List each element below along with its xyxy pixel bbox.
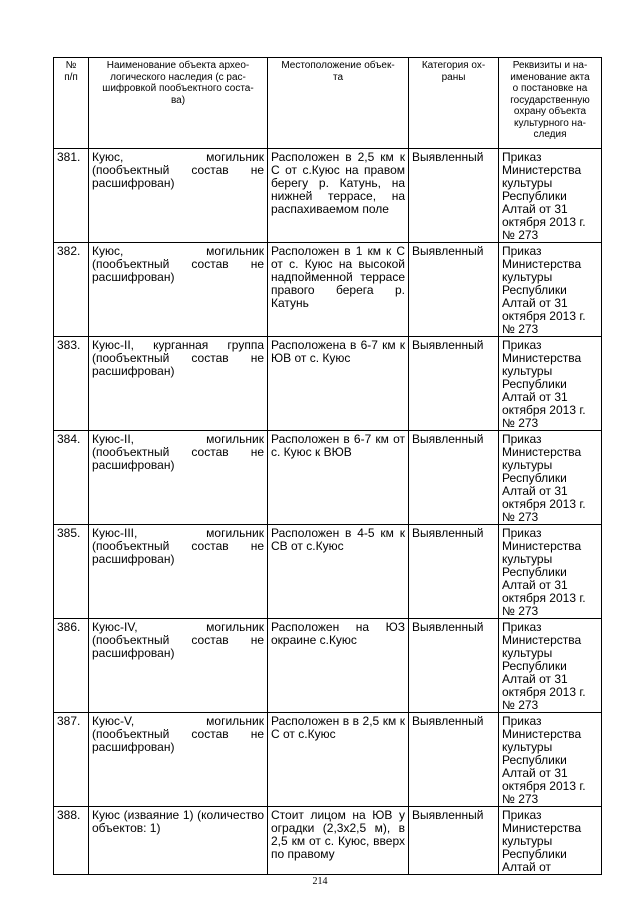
- row-category: Выявленный: [409, 243, 499, 337]
- table-header-row: [54, 58, 602, 149]
- row-name: Куюс-IV, могильник (пообъектный состав не расшифрован): [89, 619, 268, 713]
- row-act: Приказ Министерства культуры Республики Алтай от 31 октября 2013 г. № 273: [499, 149, 602, 243]
- row-category: Выявленный: [409, 619, 499, 713]
- table-row: [54, 431, 602, 525]
- header-name: Наименование объекта архео- логического наследия (с рас- шифровкой пообъектного соста- ва): [89, 58, 268, 149]
- row-name: Куюс, могильник (пообъектный состав не расшифрован): [89, 149, 268, 243]
- row-category: Выявленный: [409, 149, 499, 243]
- row-num: 386.: [54, 619, 89, 713]
- row-category: Выявленный: [409, 713, 499, 807]
- row-name: Куюс, могильник (пообъектный состав не расшифрован): [89, 243, 268, 337]
- heritage-register-table: [53, 57, 602, 875]
- table-row: [54, 243, 602, 337]
- row-act: Приказ Министерства культуры Республики Алтай от: [499, 807, 602, 875]
- page-number: 214: [312, 876, 328, 887]
- row-name: Куюс (изваяние 1) (количество объектов: 1): [89, 807, 268, 875]
- row-act: Приказ Министерства культуры Республики Алтай от 31 октября 2013 г. № 273: [499, 525, 602, 619]
- row-act: Приказ Министерства культуры Республики Алтай от 31 октября 2013 г. № 273: [499, 243, 602, 337]
- table-row: [54, 713, 602, 807]
- header-location: Местоположение объек- та: [268, 58, 409, 149]
- row-name: Куюс-II, курганная группа (пообъектный состав не расшифрован): [89, 337, 268, 431]
- row-act: Приказ Министерства культуры Республики Алтай от 31 октября 2013 г. № 273: [499, 337, 602, 431]
- table-row: [54, 619, 602, 713]
- row-act: Приказ Министерства культуры Республики Алтай от 31 октября 2013 г. № 273: [499, 713, 602, 807]
- row-num: 388.: [54, 807, 89, 875]
- row-category: Выявленный: [409, 525, 499, 619]
- row-category: Выявленный: [409, 337, 499, 431]
- row-act: Приказ Министерства культуры Республики Алтай от 31 октября 2013 г. № 273: [499, 431, 602, 525]
- header-num: № п/п: [54, 58, 89, 149]
- row-num: 383.: [54, 337, 89, 431]
- row-location: Расположен в 4-5 км к СВ от с.Куюс: [268, 525, 409, 619]
- row-location: Стоит лицом на ЮВ у оградки (2,3х2,5 м), в 2,5 км от с. Куюс, вверх по правому: [268, 807, 409, 875]
- row-location: Расположен на ЮЗ окраине с.Куюс: [268, 619, 409, 713]
- row-num: 385.: [54, 525, 89, 619]
- row-location: Расположен в 1 км к С от с. Куюс на высокой надпойменной террасе правого берега р. Катунь: [268, 243, 409, 337]
- row-location: Расположена в 6-7 км к ЮВ от с. Куюс: [268, 337, 409, 431]
- row-num: 384.: [54, 431, 89, 525]
- row-name: Куюс-II, могильник (пообъектный состав не расшифрован): [89, 431, 268, 525]
- table-row: [54, 337, 602, 431]
- header-act: Реквизиты и на- именование акта о постановке на государственную охрану объекта культурного на- следия: [499, 58, 602, 149]
- table-row: [54, 525, 602, 619]
- row-location: Расположен в 6-7 км от с. Куюс к ВЮВ: [268, 431, 409, 525]
- row-num: 387.: [54, 713, 89, 807]
- table-row: [54, 807, 602, 875]
- header-category: Категория ох- раны: [409, 58, 499, 149]
- row-num: 381.: [54, 149, 89, 243]
- row-category: Выявленный: [409, 807, 499, 875]
- row-name: Куюс-V, могильник (пообъектный состав не расшифрован): [89, 713, 268, 807]
- table-row: [54, 149, 602, 243]
- row-act: Приказ Министерства культуры Республики Алтай от 31 октября 2013 г. № 273: [499, 619, 602, 713]
- row-location: Расположен в в 2,5 км к С от с.Куюс: [268, 713, 409, 807]
- row-num: 382.: [54, 243, 89, 337]
- row-name: Куюс-III, могильник (пообъектный состав не расшифрован): [89, 525, 268, 619]
- row-category: Выявленный: [409, 431, 499, 525]
- row-location: Расположен в 2,5 км к С от с.Куюс на правом берегу р. Катунь, на нижней террасе, на распахиваемом поле: [268, 149, 409, 243]
